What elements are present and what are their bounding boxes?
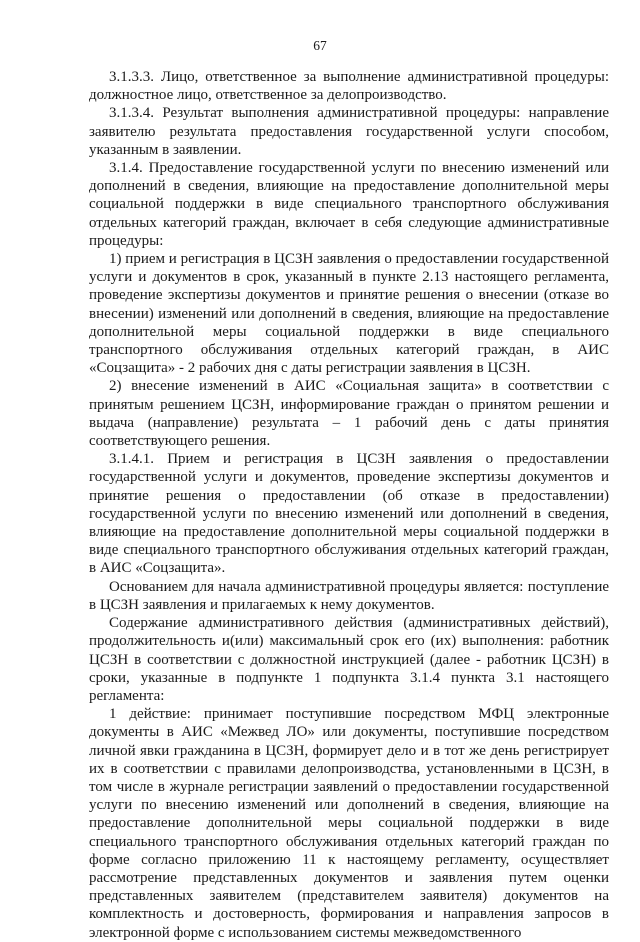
paragraph-3-1-3-3: 3.1.3.3. Лицо, ответственное за выполнение административной процедуры: должностное лицо, ответственное за делопроизводство.	[89, 69, 609, 104]
paragraph-3-1-4-1: 3.1.4.1. Прием и регистрация в ЦСЗН заявления о предоставлении государственной услуги и документов, проведение экспертизы документов и принятие решения о предоставлении (об отказе в предоставлении) государственной услуги по внесению изменений или дополнений в сведения, влияющие на предоставление дополнительной меры социальной поддержки в виде специального транспортного обслуживания отдельных категорий граждан, в АИС «Соцзащита».	[89, 451, 609, 577]
paragraph-action-1: 1 действие: принимает поступившие посредством МФЦ электронные документы в АИС «Межвед ЛО» или документы, поступившие посредством личной явки гражданина в ЦСЗН, формирует дело и в тот же день регистрирует их в соответствии с правилами делопроизводства, установленными в ЦСЗН, в том числе в журнале регистрации заявлений о предоставлении государственной услуги по внесению изменений или дополнений в сведения, влияющие на предоставление дополнительной меры социальной поддержки в виде специального транспортного обслуживания отдельных категорий граждан по форме согласно приложению 11 к настоящему регламенту, осуществляет рассмотрение представленных документов и заявления путем оценки представленных заявителем (представителем заявителя) документов на комплектность и достоверность, формирования и направления запросов в электронной форме с использованием системы межведомственного	[89, 706, 609, 941]
paragraph-content: Содержание административного действия (административных действий), продолжительность и(или) максимальный срок его (их) выполнения: работник ЦСЗН в соответствии с должностной инструкцией (далее - работник ЦСЗН) в сроки, указанные в подпункте 1 подпункта 3.1.4 пункта 3.1 настоящего регламента:	[89, 615, 609, 704]
paragraph-3-1-3-4: 3.1.3.4. Результат выполнения административной процедуры: направление заявителю результата предоставления государственной услуги способом, указанным в заявлении.	[89, 105, 609, 158]
paragraph-3-1-4: 3.1.4. Предоставление государственной услуги по внесению изменений или дополнений в сведения, влияющие на предоставление дополнительной меры социальной поддержки в виде специального транспортного обслуживания отдельных категорий граждан, включает в себя следующие административные процедуры:	[89, 160, 609, 249]
paragraph-procedure-2: 2) внесение изменений в АИС «Социальная защита» в соответствии с принятым решением ЦСЗН, информирование граждан о принятом решении и выдача (направление) результата – 1 рабочий день с даты принятия соответствующего решения.	[89, 378, 609, 450]
paragraph-procedure-1: 1) прием и регистрация в ЦСЗН заявления о предоставлении государственной услуги и документов в срок, указанный в пункте 2.13 настоящего регламента, проведение экспертизы документов и принятие решения о внесении (отказе во внесении) изменений или дополнений в сведения, влияющие на предоставление дополнительной меры социальной поддержки в виде специального транспортного обслуживания отдельных категорий граждан, в АИС «Соцзащита» - 2 рабочих дня с даты регистрации заявления в ЦСЗН.	[89, 251, 609, 377]
page-number: 67	[313, 38, 327, 53]
document-body	[89, 68, 609, 942]
paragraph-basis: Основанием для начала административной процедуры является: поступление в ЦСЗН заявления и прилагаемых к нему документов.	[89, 578, 609, 613]
